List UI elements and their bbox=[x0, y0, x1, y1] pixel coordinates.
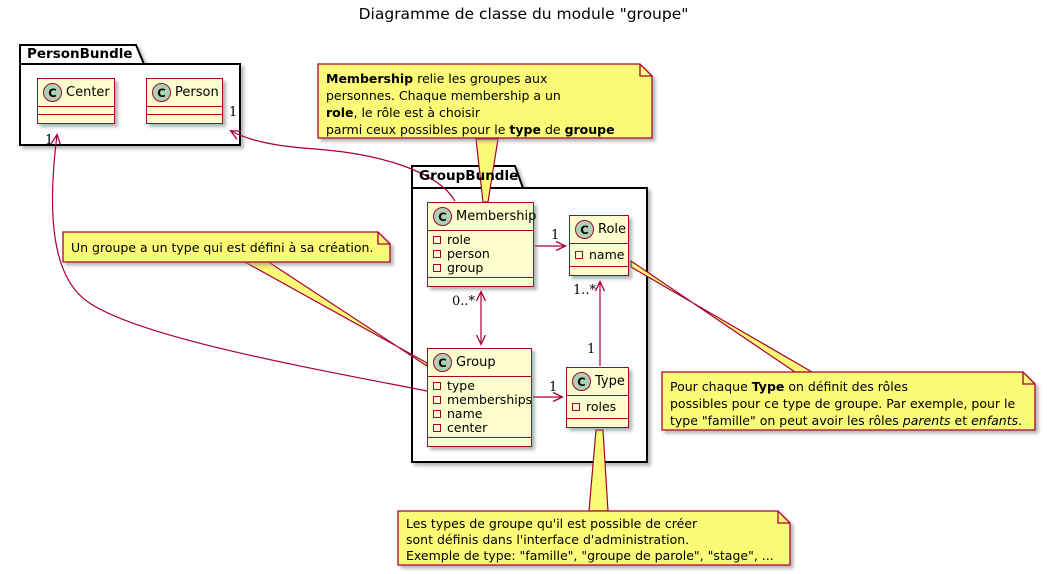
package-label-group-bundle: GroupBundle bbox=[419, 168, 519, 184]
field-icon bbox=[433, 424, 441, 432]
class-icon: C bbox=[572, 372, 591, 391]
class-name: Center bbox=[66, 85, 110, 100]
attribute-row bbox=[433, 407, 526, 421]
diagram-title: Diagramme de classe du module "groupe" bbox=[358, 5, 689, 23]
attribute-name: person bbox=[447, 246, 490, 261]
class-name: Membership bbox=[456, 209, 537, 224]
class-icon: C bbox=[152, 83, 171, 102]
class-person bbox=[146, 78, 223, 124]
attribute-row bbox=[433, 233, 528, 247]
multiplicity-type-end: 1 bbox=[587, 342, 596, 357]
edge-group-center bbox=[52, 135, 427, 391]
multiplicity-membership-end: 0..* bbox=[452, 294, 476, 309]
empty-methods-compartment bbox=[38, 114, 114, 123]
attribute-name: group bbox=[447, 260, 484, 275]
empty-methods-compartment bbox=[570, 266, 628, 275]
attribute-row bbox=[572, 400, 623, 414]
attribute-row bbox=[433, 261, 528, 275]
class-icon: C bbox=[433, 353, 452, 372]
field-icon bbox=[575, 251, 583, 259]
multiplicity-role-end: 1..* bbox=[573, 283, 597, 298]
attribute-name: type bbox=[447, 378, 475, 393]
note-membership-text: Membership relie les groupes aux personnes. Chaque membership a un role, le rôle est à choisir parmi ceux possibles pour le type de groupe bbox=[326, 71, 615, 137]
class-center bbox=[37, 78, 115, 124]
class-group bbox=[427, 348, 532, 447]
attribute-name: center bbox=[447, 420, 488, 435]
empty-attributes-compartment bbox=[147, 106, 222, 114]
field-icon bbox=[433, 410, 441, 418]
attribute-row bbox=[575, 248, 623, 262]
attribute-row bbox=[433, 247, 528, 261]
field-icon bbox=[433, 236, 441, 244]
class-role bbox=[569, 215, 629, 276]
field-icon bbox=[433, 382, 441, 390]
attribute-name: role bbox=[447, 232, 471, 247]
empty-attributes-compartment bbox=[38, 106, 114, 114]
class-name: Role bbox=[598, 222, 627, 237]
multiplicity-center-end: 1 bbox=[45, 133, 54, 148]
attribute-row bbox=[433, 379, 526, 393]
field-icon bbox=[572, 403, 580, 411]
empty-methods-compartment bbox=[428, 437, 531, 446]
empty-methods-compartment bbox=[428, 277, 533, 286]
package-label-person-bundle: PersonBundle bbox=[27, 46, 133, 62]
class-type bbox=[566, 367, 629, 428]
multiplicity-group-to-type: 1 bbox=[549, 380, 558, 395]
empty-methods-compartment bbox=[147, 114, 222, 123]
field-icon bbox=[433, 250, 441, 258]
multiplicity-person-end: 1 bbox=[229, 105, 238, 120]
note-type-text: Les types de groupe qu'il est possible de créer sont définis dans l'interface d'administration. Exemple de type: "famille", "groupe de parole", "stage", ... bbox=[406, 516, 774, 563]
attribute-name: name bbox=[589, 247, 625, 262]
attribute-name: roles bbox=[586, 399, 617, 414]
field-icon bbox=[433, 396, 441, 404]
multiplicity-membership-to-role: 1 bbox=[551, 228, 560, 243]
attribute-row bbox=[433, 421, 526, 435]
attribute-name: name bbox=[447, 406, 483, 421]
field-icon bbox=[433, 264, 441, 272]
class-name: Type bbox=[595, 374, 625, 389]
note-connector-group bbox=[243, 261, 427, 366]
class-icon: C bbox=[433, 207, 452, 226]
attribute-name: memberships bbox=[447, 392, 533, 407]
attribute-row bbox=[433, 392, 533, 407]
note-group-creation-text: Un groupe a un type qui est défini à sa création. bbox=[71, 240, 374, 255]
class-membership bbox=[427, 202, 537, 287]
note-role-text: Pour chaque Type on définit des rôles possibles pour ce type de groupe. Par exemple, pour le type "famille" on peut avoir les rôles parents et enfants. bbox=[670, 379, 1023, 428]
class-name: Group bbox=[456, 355, 496, 370]
class-name: Person bbox=[175, 85, 219, 100]
class-icon: C bbox=[575, 220, 594, 239]
empty-methods-compartment bbox=[567, 418, 628, 427]
class-icon: C bbox=[43, 83, 62, 102]
note-connector-role bbox=[631, 261, 812, 372]
